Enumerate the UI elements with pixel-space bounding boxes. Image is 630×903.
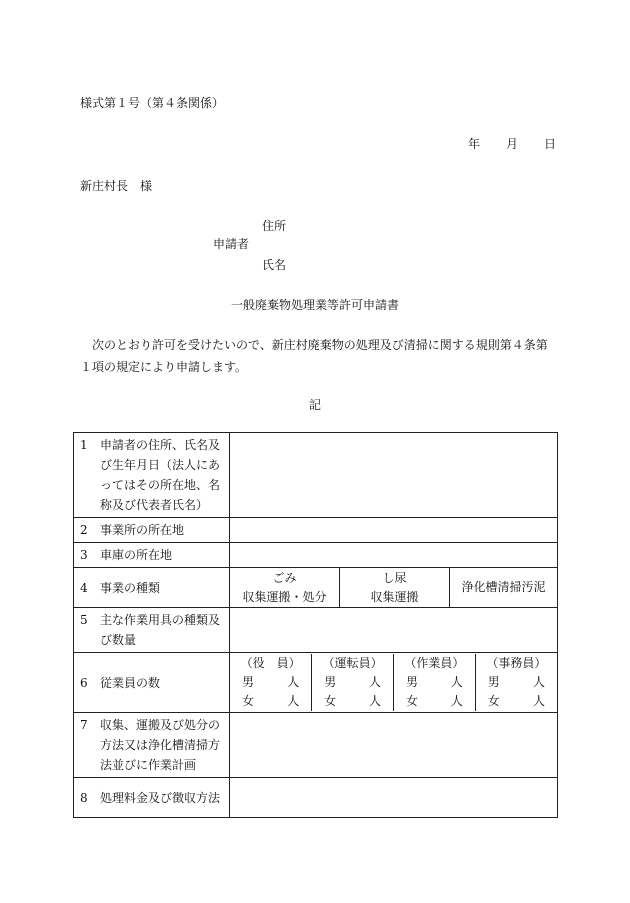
staff-male-label: 男	[242, 675, 255, 689]
row-label	[74, 653, 230, 713]
staff-workers[interactable]	[394, 654, 476, 711]
table-row-work-plan	[74, 713, 558, 778]
fees-field[interactable]	[230, 778, 558, 818]
row-label-text: 収集、運搬及び処分の方法又は浄化槽清掃方法並びに作業計画	[100, 718, 221, 772]
staff-male-label: 男	[487, 675, 500, 689]
table-row-equipment	[74, 608, 558, 653]
row-label-text: 処理料金及び徴収方法	[100, 790, 221, 805]
staff-count-group	[230, 653, 558, 713]
applicant-label: 申請者	[213, 237, 250, 251]
row-label-text: 主な作業用具の種類及び数量	[100, 613, 221, 647]
body-line-1: 次のとおり許可を受けたいので、新庄村廃棄物の処理及び清掃に関する規則第４条第	[92, 338, 548, 352]
row-label-text: 事業の種類	[100, 580, 161, 595]
document-title: 一般廃棄物処理業等許可申請書	[230, 298, 399, 312]
row-label	[74, 518, 230, 543]
staff-unit: 人	[532, 694, 545, 708]
staff-female-label: 女	[242, 694, 255, 708]
date-day-label: 日	[544, 137, 557, 151]
row-label-text: 車庫の所在地	[100, 548, 173, 562]
business-type-garbage[interactable]	[230, 568, 340, 608]
row-label-text: 事業所の所在地	[100, 523, 185, 537]
garage-location-field[interactable]	[230, 543, 558, 568]
row-number: 2	[80, 523, 88, 537]
row-label-text: 従業員の数	[100, 675, 161, 690]
garbage-line-2: 収集運搬・処分	[242, 589, 327, 604]
staff-clerks[interactable]	[475, 654, 557, 711]
staff-male-label: 男	[406, 675, 419, 689]
business-type-night-soil[interactable]	[340, 568, 450, 608]
staff-unit: 人	[450, 675, 463, 689]
ki-heading: 記	[308, 398, 321, 412]
staff-officers[interactable]	[230, 654, 312, 711]
staff-female-label: 女	[324, 694, 337, 708]
date-line	[468, 137, 556, 151]
staff-unit: 人	[368, 694, 381, 708]
garbage-line-1: ごみ	[272, 570, 297, 585]
row-label-text: 申請者の住所、氏名及び生年月日（法人にあってはその所在地、名称及び代表者氏名）	[100, 438, 221, 512]
staff-role: （役 員）	[240, 656, 301, 670]
date-month-label: 月	[506, 137, 519, 151]
staff-drivers[interactable]	[312, 654, 394, 711]
table-row-staff	[74, 653, 558, 713]
row-number: 1	[80, 438, 88, 452]
row-number: 3	[80, 548, 88, 562]
row-label	[74, 543, 230, 568]
form-number: 様式第１号（第４条関係）	[80, 96, 225, 110]
staff-role: （事務員）	[486, 656, 547, 670]
table-row-office	[74, 518, 558, 543]
staff-female-label: 女	[406, 694, 419, 708]
row-number: 5	[80, 613, 88, 627]
table-row-applicant	[74, 433, 558, 518]
staff-unit: 人	[532, 675, 545, 689]
septic-sludge-label: 浄化槽清掃汚泥	[461, 580, 546, 594]
row-label	[74, 568, 230, 608]
business-type-septic-sludge[interactable]	[450, 568, 558, 608]
office-location-field[interactable]	[230, 518, 558, 543]
addressee: 新庄村長 様	[80, 179, 153, 193]
staff-male-label: 男	[324, 675, 337, 689]
date-year-label: 年	[468, 137, 481, 151]
staff-role: （作業員）	[404, 656, 465, 670]
work-plan-field[interactable]	[230, 713, 558, 778]
row-number: 6	[80, 675, 88, 690]
row-number: 7	[80, 718, 88, 732]
application-table	[73, 432, 558, 818]
table-row-fees	[74, 778, 558, 818]
staff-unit: 人	[287, 675, 300, 689]
table-row-garage	[74, 543, 558, 568]
body-text	[80, 334, 556, 378]
staff-subtable	[230, 654, 557, 711]
address-label: 住所	[262, 219, 287, 233]
night-soil-line-1: し尿	[382, 570, 407, 585]
row-label	[74, 608, 230, 653]
equipment-field[interactable]	[230, 608, 558, 653]
staff-unit: 人	[368, 675, 381, 689]
table-row-business-type	[74, 568, 558, 608]
staff-female-label: 女	[487, 694, 500, 708]
row-label	[74, 433, 230, 518]
body-line-2: １項の規定により申請します。	[80, 360, 248, 374]
row-number: 8	[80, 790, 88, 805]
row-label	[74, 778, 230, 818]
staff-unit: 人	[287, 694, 300, 708]
staff-role: （運転員）	[322, 656, 383, 670]
applicant-info-field[interactable]	[230, 433, 558, 518]
staff-unit: 人	[450, 694, 463, 708]
night-soil-line-2: 収集運搬	[370, 589, 419, 604]
name-label: 氏名	[262, 258, 287, 272]
row-label	[74, 713, 230, 778]
row-number: 4	[80, 580, 88, 595]
